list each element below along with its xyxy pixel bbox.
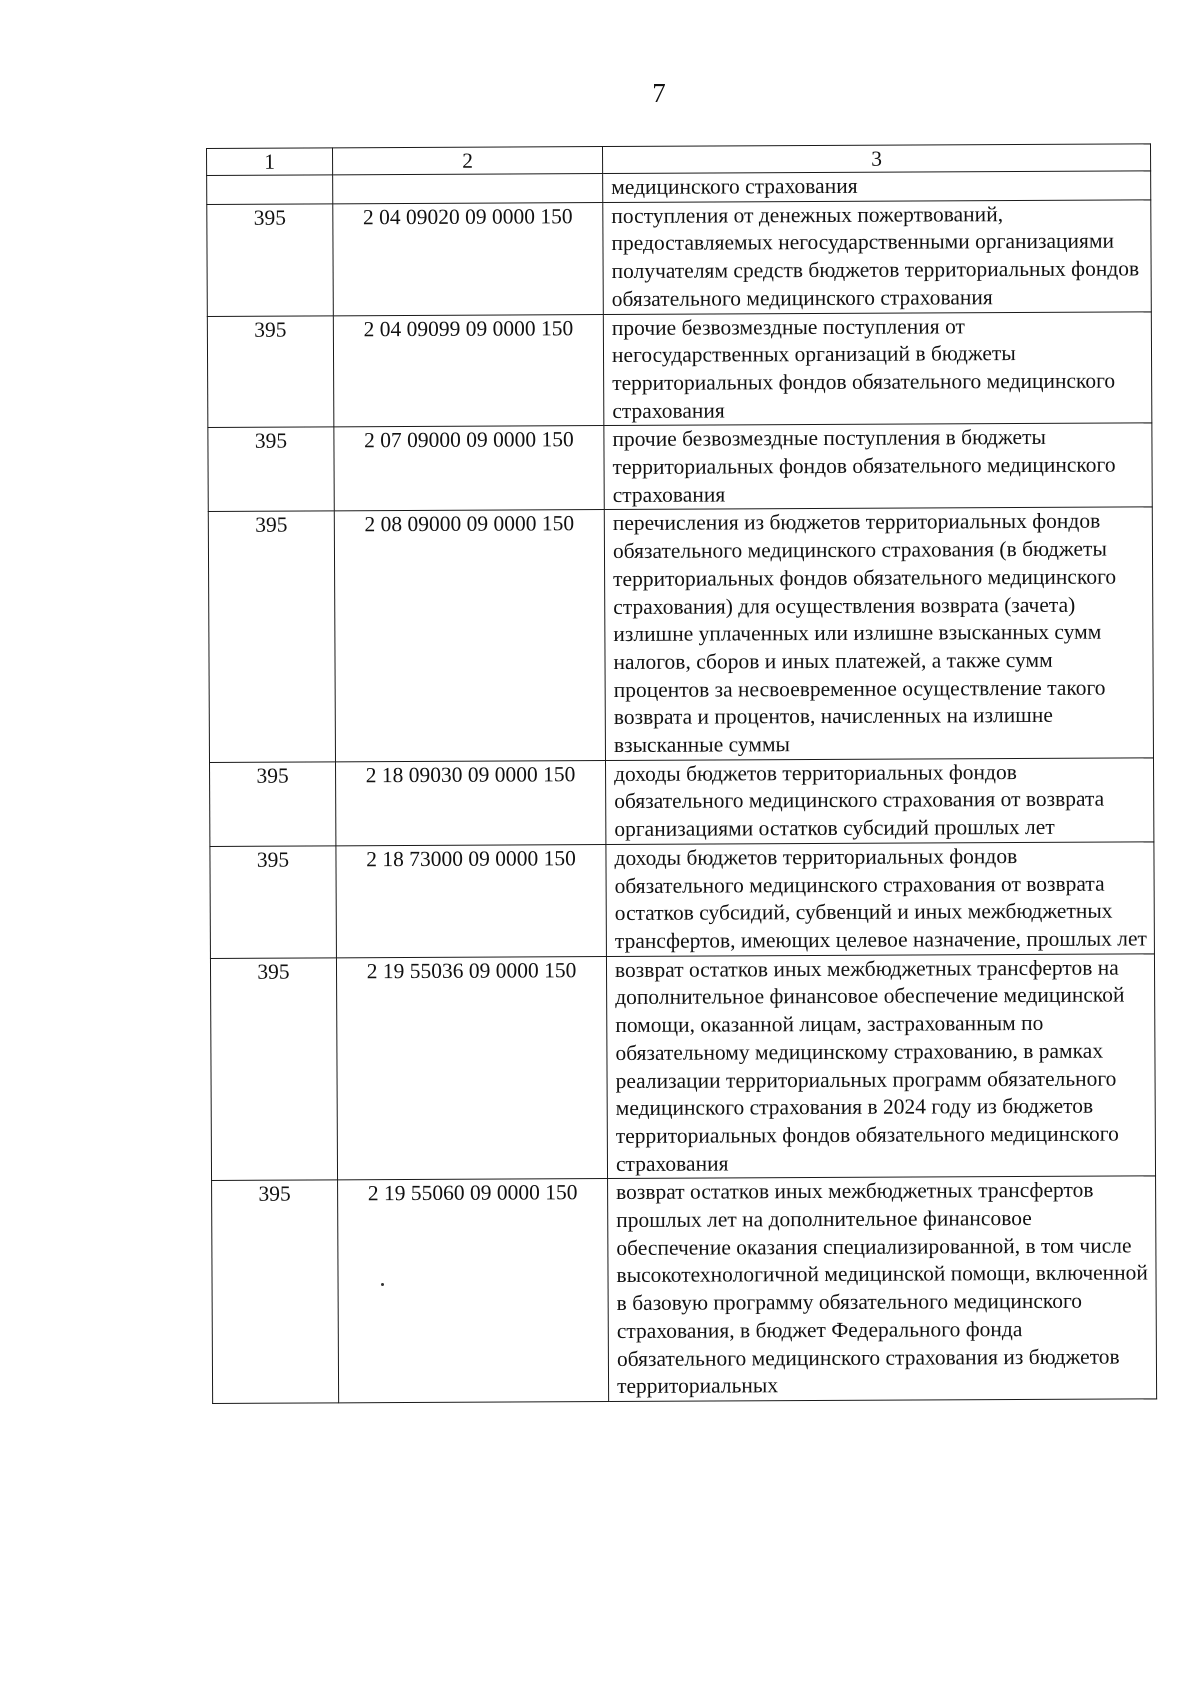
table-row bbox=[210, 842, 1155, 958]
kbk-code-cell: 2 04 09020 09 0000 150 bbox=[333, 202, 604, 315]
kbk-code-cell bbox=[333, 174, 603, 204]
admin-code-cell: 395 bbox=[210, 958, 337, 1181]
kbk-code-cell: 2 19 55036 09 0000 150 bbox=[336, 956, 607, 1180]
description-cell: поступления от денежных пожертвований, предоставляемых негосударственными организациями получателям средств бюджетов территориальных фондов обязательного медицинского страхования bbox=[603, 200, 1152, 314]
admin-code-cell: 395 bbox=[210, 846, 337, 958]
admin-code-cell: 395 bbox=[210, 762, 336, 847]
revenue-codes-table bbox=[206, 143, 1157, 1404]
table-row bbox=[210, 954, 1155, 1181]
table-row bbox=[210, 758, 1154, 847]
table-row bbox=[207, 311, 1152, 427]
table-row bbox=[207, 171, 1151, 204]
table-body bbox=[207, 171, 1157, 1404]
admin-code-cell: 395 bbox=[208, 427, 334, 512]
table-row bbox=[208, 423, 1152, 512]
kbk-code-cell: 2 18 09030 09 0000 150 bbox=[336, 760, 606, 845]
description-cell: доходы бюджетов территориальных фондов обязательного медицинского страхования от возврата остатков субсидий, субвенций и иных межбюджетных трансфертов, имеющих целевое назначение, прошлых лет bbox=[606, 842, 1155, 956]
description-cell: прочие безвозмездные поступления от негосударственных организаций в бюджеты территориальных фондов обязательного медицинского страхования bbox=[603, 311, 1152, 425]
description-cell: прочие безвозмездные поступления в бюджеты территориальных фондов обязательного медицинского страхования bbox=[604, 423, 1152, 510]
description-cell: возврат остатков иных межбюджетных трансфертов прошлых лет на дополнительное финансовое обеспечение оказания специализированной, в том числе высокотехнологичной медицинской помощи, включенной в базовую программу обязательного медицинского страхования, в бюджет Федерального фонда обязательного медицинского страхования из бюджетов территориальных bbox=[608, 1176, 1157, 1401]
kbk-code-cell: 2 04 09099 09 0000 150 bbox=[333, 314, 604, 427]
column-header-3: 3 bbox=[602, 144, 1150, 174]
table-row bbox=[212, 1176, 1157, 1403]
admin-code-cell: 395 bbox=[207, 315, 334, 427]
scan-speck bbox=[381, 1283, 384, 1286]
kbk-code-cell: 2 18 73000 09 0000 150 bbox=[336, 844, 607, 957]
admin-code-cell: 395 bbox=[207, 204, 334, 316]
column-header-2: 2 bbox=[333, 147, 603, 175]
kbk-code-cell: 2 19 55060 09 0000 150 bbox=[338, 1179, 609, 1403]
kbk-code-cell: 2 08 09000 09 0000 150 bbox=[334, 510, 605, 762]
table-row bbox=[208, 507, 1153, 762]
column-header-1: 1 bbox=[207, 148, 333, 176]
admin-code-cell: 395 bbox=[212, 1180, 339, 1403]
description-cell: возврат остатков иных межбюджетных трансфертов на дополнительное финансовое обеспечение медицинской помощи, оказанной лицам, застрахованным по обязательному медицинскому страхованию, в рамках реализации территориальных программ обязательного медицинского страхования в 2024 году из бюджетов территориальных фондов обязательного медицинского страхования bbox=[606, 954, 1155, 1179]
kbk-code-cell: 2 07 09000 09 0000 150 bbox=[334, 426, 604, 511]
description-cell: медицинского страхования bbox=[603, 171, 1151, 202]
table-row bbox=[207, 200, 1152, 316]
description-cell: перечисления из бюджетов территориальных фондов обязательного медицинского страхования (в бюджеты территориальных фондов обязательного медицинского страхования) для осуществления возврата (зачета) излишне уплаченных или излишне взысканных сумм налогов, сборов и иных платежей, а также сумм процентов за несвоевременное осуществление такого возврата и процентов, начисленных на излишне взысканные суммы bbox=[604, 507, 1153, 760]
page-number: 7 bbox=[652, 78, 666, 108]
description-cell: доходы бюджетов территориальных фондов обязательного медицинского страхования от возврата организациями остатков субсидий прошлых лет bbox=[605, 758, 1153, 845]
admin-code-cell: 395 bbox=[208, 511, 335, 762]
admin-code-cell bbox=[207, 175, 333, 204]
